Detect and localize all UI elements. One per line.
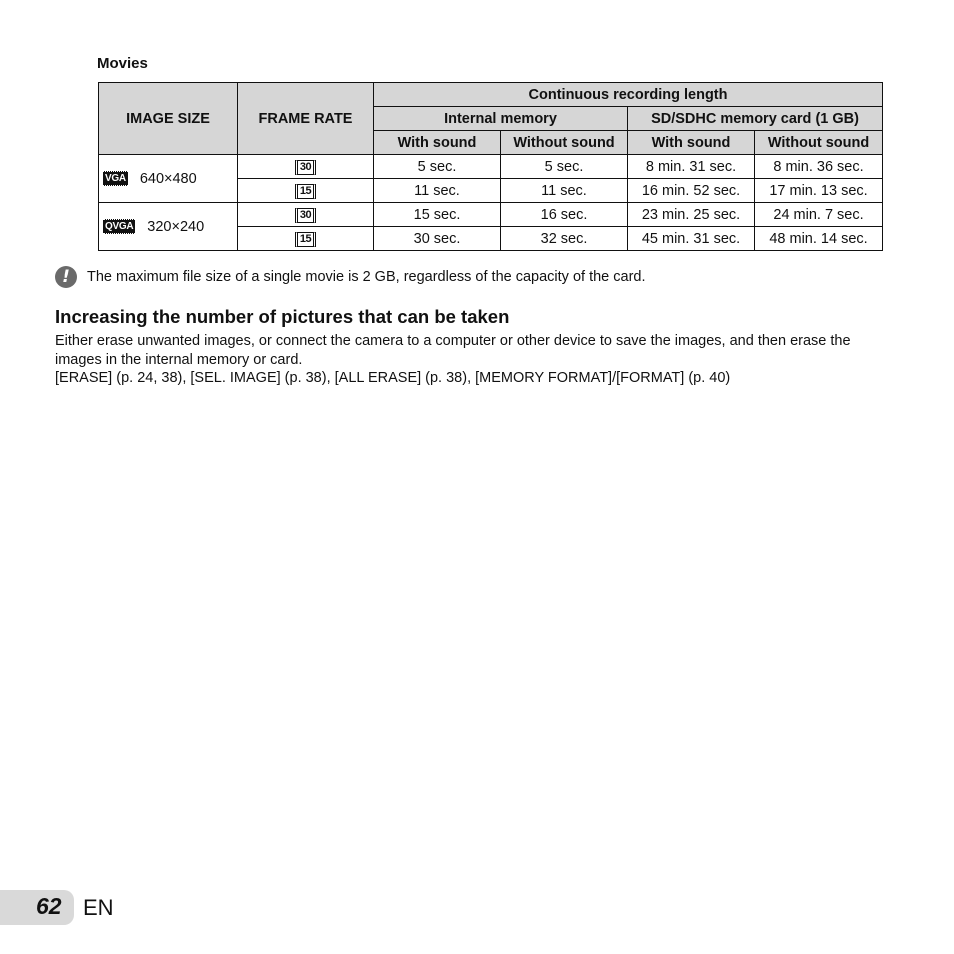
image-size-cell-vga [99, 155, 238, 203]
image-size-value: 640×480 [139, 170, 197, 187]
language-label: EN [83, 895, 114, 920]
header-card-with-sound: With sound [628, 131, 755, 155]
frame-rate-15fps-icon: 15 [295, 232, 316, 247]
internal-without-sound-value: 32 sec. [501, 227, 628, 251]
body-paragraph: Either erase unwanted images, or connect the camera to a computer or other device to save the images, and then erase the images in the internal memory or card. [55, 333, 851, 368]
movies-recording-table [98, 82, 883, 251]
frame-rate-30fps-icon: 30 [295, 160, 316, 175]
internal-with-sound-value: 5 sec. [374, 155, 501, 179]
card-without-sound-value: 48 min. 14 sec. [755, 227, 883, 251]
body-text [55, 332, 895, 388]
image-size-cell-qvga [99, 203, 238, 251]
frame-rate-cell [238, 155, 374, 179]
card-with-sound-value: 45 min. 31 sec. [628, 227, 755, 251]
internal-without-sound-value: 16 sec. [501, 203, 628, 227]
card-without-sound-value: 8 min. 36 sec. [755, 155, 883, 179]
card-with-sound-value: 16 min. 52 sec. [628, 179, 755, 203]
table-row [99, 155, 883, 179]
internal-with-sound-value: 15 sec. [374, 203, 501, 227]
card-with-sound-value: 8 min. 31 sec. [628, 155, 755, 179]
qvga-icon: QVGA [105, 221, 134, 233]
vga-icon: VGA [105, 173, 126, 185]
frame-rate-cell [238, 179, 374, 203]
internal-with-sound-value: 11 sec. [374, 179, 501, 203]
card-without-sound-value: 17 min. 13 sec. [755, 179, 883, 203]
frame-rate-cell [238, 227, 374, 251]
body-references: [ERASE] (p. 24, 38), [SEL. IMAGE] (p. 38), [ALL ERASE] (p. 38), [MEMORY FORMAT]/[FORMAT] (p. 40) [55, 370, 731, 386]
header-card-without-sound: Without sound [755, 131, 883, 155]
section-heading: Increasing the number of pictures that can be taken [55, 306, 510, 327]
caution-text: The maximum file size of a single movie is 2 GB, regardless of the capacity of the card. [87, 269, 646, 285]
table-row [99, 203, 883, 227]
header-internal-without-sound: Without sound [501, 131, 628, 155]
header-internal-memory: Internal memory [374, 107, 628, 131]
card-without-sound-value: 24 min. 7 sec. [755, 203, 883, 227]
header-image-size: IMAGE SIZE [99, 83, 238, 155]
caution-icon: ! [55, 266, 77, 288]
caution-note [55, 266, 646, 288]
internal-without-sound-value: 5 sec. [501, 155, 628, 179]
frame-rate-15fps-icon: 15 [295, 184, 316, 199]
frame-rate-30fps-icon: 30 [295, 208, 316, 223]
internal-with-sound-value: 30 sec. [374, 227, 501, 251]
internal-without-sound-value: 11 sec. [501, 179, 628, 203]
frame-rate-cell [238, 203, 374, 227]
image-size-value: 320×240 [147, 218, 205, 235]
card-with-sound-value: 23 min. 25 sec. [628, 203, 755, 227]
header-memory-card: SD/SDHC memory card (1 GB) [628, 107, 883, 131]
section-title: Movies [97, 55, 148, 72]
page-number: 62 [36, 893, 62, 919]
header-internal-with-sound: With sound [374, 131, 501, 155]
header-frame-rate: FRAME RATE [238, 83, 374, 155]
header-continuous-length: Continuous recording length [374, 83, 883, 107]
